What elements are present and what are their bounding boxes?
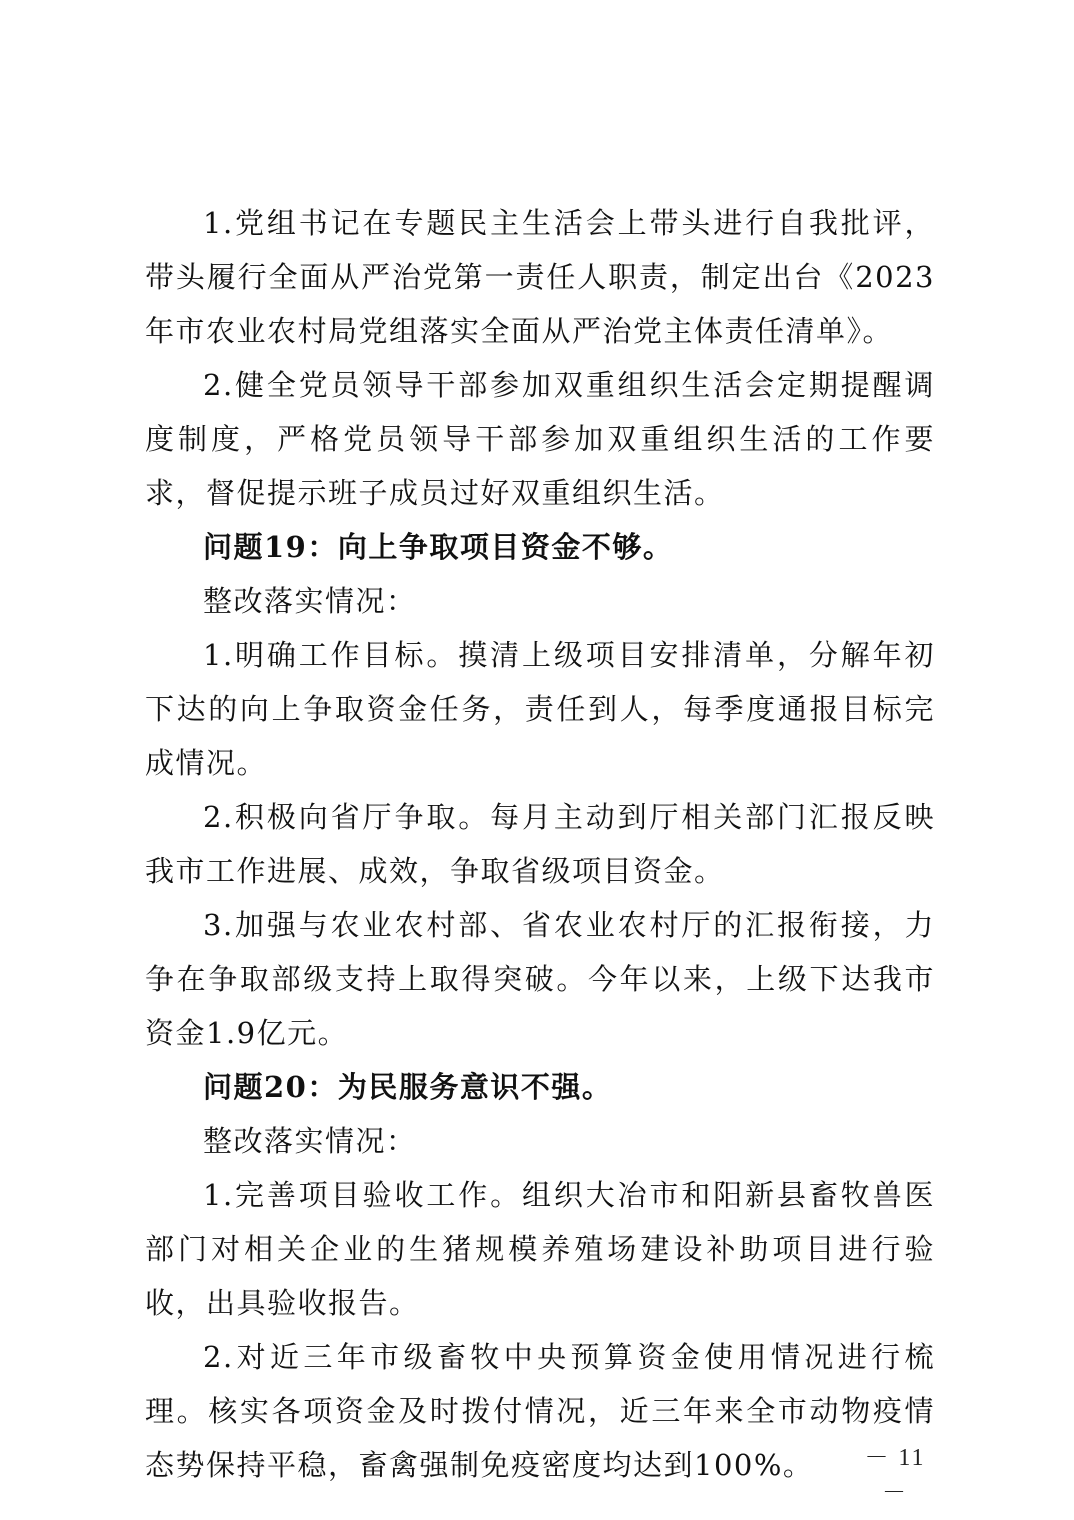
paragraph-dual-organization-life: 2.健全党员领导干部参加双重组织生活会定期提醒调度制度，严格党员领导干部参加双重组织生活的工作要求，督促提示班子成员过好双重组织生活。: [145, 368, 935, 510]
document-body: [145, 196, 935, 1492]
paragraph-ministry-support: 3.加强与农业农村部、省农业农村厅的汇报衔接，力争在争取部级支持上取得突破。今年以来，上级下达我市资金1.9亿元。: [145, 908, 935, 1050]
issue-19-heading: 问题19：向上争取项目资金不够。: [203, 530, 674, 564]
paragraph-clear-goals: 1.明确工作目标。摸清上级项目安排清单，分解年初下达的向上争取资金任务，责任到人，每季度通报目标完成情况。: [145, 638, 935, 780]
paragraph-responsibility-list: 1.党组书记在专题民主生活会上带头进行自我批评，带头履行全面从严治党第一责任人职责，制定出台《2023年市农业农村局党组落实全面从严治党主体责任清单》。: [145, 206, 935, 348]
paragraph-project-acceptance: 1.完善项目验收工作。组织大冶市和阳新县畜牧兽医部门对相关企业的生猪规模养殖场建设补助项目进行验收，出具验收报告。: [145, 1178, 935, 1320]
paragraph-budget-review: 2.对近三年市级畜牧中央预算资金使用情况进行梳理。核实各项资金及时拨付情况，近三年来全市动物疫情态势保持平稳，畜禽强制免疫密度均达到100%。: [145, 1340, 935, 1482]
rectification-label-19: 整改落实情况：: [203, 584, 417, 618]
issue-20-heading: 问题20：为民服务意识不强。: [203, 1070, 613, 1104]
rectification-label-20: 整改落实情况：: [203, 1124, 417, 1158]
paragraph-provincial-funding: 2.积极向省厅争取。每月主动到厅相关部门汇报反映我市工作进展、成效，争取省级项目资金。: [145, 800, 935, 888]
page-number: － 11 －: [864, 1445, 926, 1506]
